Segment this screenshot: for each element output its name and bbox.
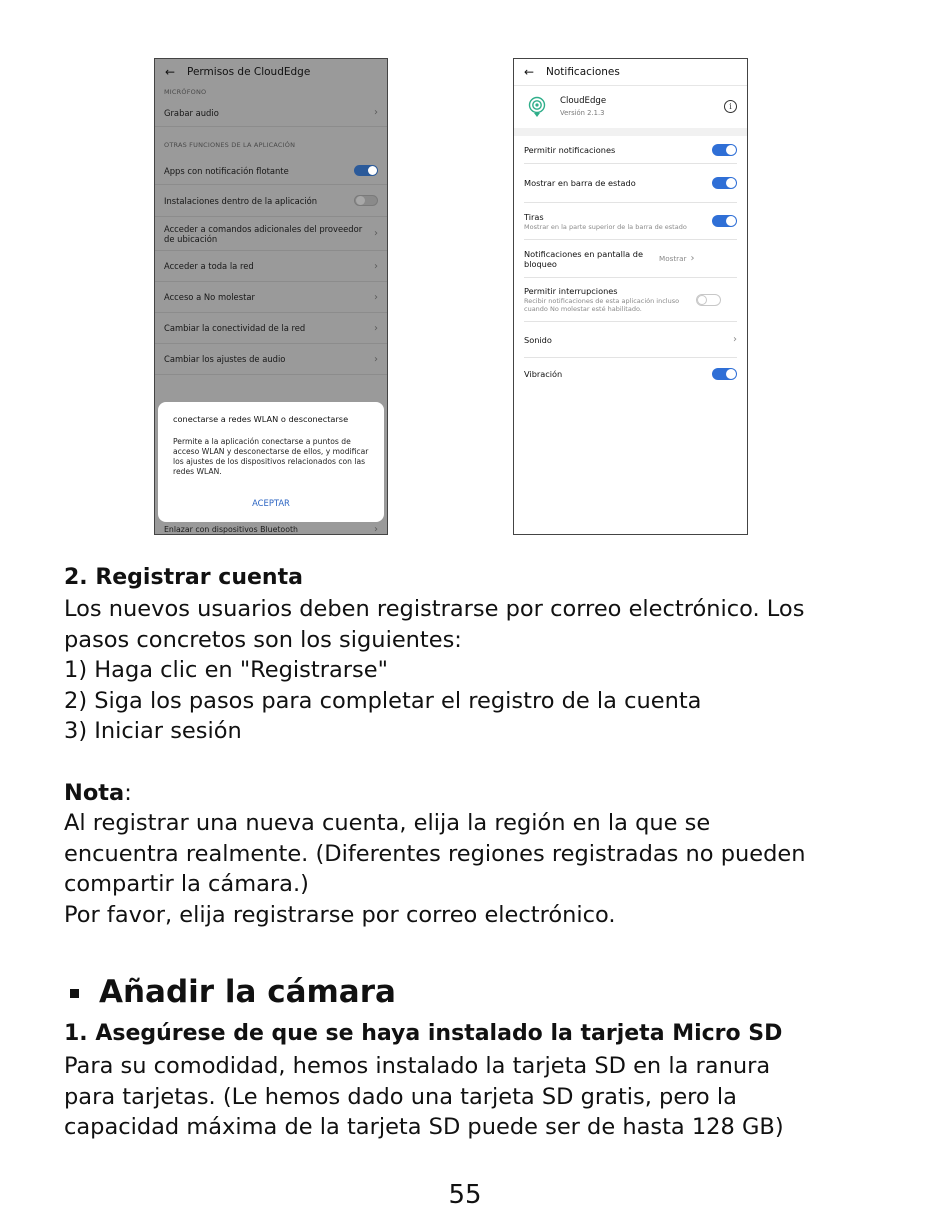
step-1: 1) Haga clic en "Registrarse" <box>64 657 388 683</box>
setting-label: Sonido <box>524 334 552 345</box>
permissions-title: Permisos de CloudEdge <box>187 66 311 78</box>
permission-item-label: Cambiar los ajustes de audio <box>164 354 286 364</box>
note-line: Por favor, elija registrarse por correo electrónico. <box>64 902 616 928</box>
setting-lock-screen-notifications[interactable] <box>524 240 737 278</box>
permission-item-label: Cambiar la conectividad de la red <box>164 323 306 333</box>
accept-button[interactable]: ACEPTAR <box>252 498 290 508</box>
setting-allow-interruptions[interactable] <box>524 278 737 322</box>
chevron-right-icon: › <box>374 523 378 535</box>
page-number: 55 <box>448 1180 482 1210</box>
app-name: CloudEdge <box>560 96 607 106</box>
toggle-switch-on[interactable] <box>712 177 737 189</box>
permission-dialog <box>158 402 384 522</box>
permission-item-label: Acceder a toda la red <box>164 261 254 271</box>
step-2: 2) Siga los pasos para completar el registro de la cuenta <box>64 688 702 714</box>
setting-description: Recibir notificaciones de esta aplicación incluso cuando No molestar esté habilitado. <box>524 297 680 313</box>
add-camera-heading-text: Añadir la cámara <box>99 974 396 1010</box>
toggle-switch-on[interactable] <box>712 144 737 156</box>
back-arrow-icon[interactable]: ← <box>165 65 176 79</box>
permission-item-bluetooth[interactable] <box>155 522 387 535</box>
permission-item-label: Enlazar con dispositivos Bluetooth <box>164 524 298 534</box>
setting-label: Permitir interrupciones <box>524 286 618 296</box>
chevron-right-icon: › <box>374 291 378 303</box>
notifications-screenshot <box>513 58 748 535</box>
permission-item-label: Apps con notificación flotante <box>164 165 289 176</box>
chevron-right-icon: › <box>690 253 695 264</box>
toggle-switch-on[interactable] <box>354 165 378 176</box>
permission-item-label: Grabar audio <box>164 107 219 118</box>
toggle-switch-on[interactable] <box>712 215 737 227</box>
note-heading <box>64 778 132 809</box>
chevron-right-icon: › <box>374 322 378 334</box>
setting-label: Tiras <box>524 211 544 222</box>
permission-item-audio-settings[interactable] <box>155 344 387 375</box>
setting-value: Mostrar <box>659 254 687 263</box>
app-info-row <box>514 86 747 128</box>
step-3: 3) Iniciar sesión <box>64 718 242 744</box>
app-version: Versión 2.1.3 <box>560 109 605 117</box>
permission-item-label: Acceso a No molestar <box>164 292 255 302</box>
section-register-account-title: 2. Registrar cuenta <box>64 565 303 590</box>
back-arrow-icon[interactable]: ← <box>524 65 535 79</box>
setting-banners[interactable] <box>524 203 737 240</box>
notifications-title: Notificaciones <box>546 66 620 78</box>
add-camera-heading <box>70 974 396 1010</box>
permission-item-location-commands[interactable] <box>155 217 387 251</box>
note-colon: : <box>124 780 132 806</box>
dialog-title: conectarse a redes WLAN o desconectarse <box>173 414 349 424</box>
paragraph-line: capacidad máxima de la tarjeta SD puede ser de hasta 128 GB) <box>64 1114 784 1140</box>
section-sd-card-title: 1. Asegúrese de que se haya instalado la tarjeta Micro SD <box>64 1021 783 1046</box>
bullet-square-icon <box>70 989 79 998</box>
paragraph-line: Para su comodidad, hemos instalado la tarjeta SD en la ranura <box>64 1053 771 1079</box>
toggle-switch-off[interactable] <box>354 195 378 206</box>
setting-label: Permitir notificaciones <box>524 144 616 155</box>
paragraph-line: para tarjetas. (Le hemos dado una tarjeta SD gratis, pero la <box>64 1084 737 1110</box>
chevron-right-icon: › <box>733 334 737 345</box>
chevron-right-icon: › <box>374 260 378 272</box>
dialog-body: Permite a la aplicación conectarse a puntos de acceso WLAN y desconectarse de ellos, y modificar los ajustes de los dispositivos relacionados con las redes WLAN. <box>173 437 369 476</box>
permissions-header <box>155 59 387 85</box>
permission-item-network-connectivity[interactable] <box>155 313 387 344</box>
setting-sound[interactable] <box>524 322 737 358</box>
paragraph-line: pasos concretos son los siguientes: <box>64 627 462 653</box>
permission-item-in-app-installs[interactable] <box>155 185 387 217</box>
chevron-right-icon: › <box>374 228 378 239</box>
note-line: compartir la cámara.) <box>64 871 309 897</box>
permission-item-do-not-disturb[interactable] <box>155 282 387 313</box>
toggle-switch-off[interactable] <box>696 294 721 306</box>
section-divider <box>514 128 747 136</box>
note-line: Al registrar una nueva cuenta, elija la región en la que se <box>64 810 711 836</box>
permission-item-label: Instalaciones dentro de la aplicación <box>164 195 318 206</box>
section-microphone: MICRÓFONO <box>164 88 207 96</box>
info-icon[interactable]: i <box>724 100 737 113</box>
chevron-right-icon: › <box>374 107 378 118</box>
setting-label: Mostrar en barra de estado <box>524 178 636 188</box>
setting-label: Vibración <box>524 369 563 379</box>
section-other-functions: OTRAS FUNCIONES DE LA APLICACIÓN <box>164 141 296 149</box>
setting-description: Mostrar en la parte superior de la barra de estado <box>524 222 687 231</box>
setting-vibration[interactable] <box>524 358 737 390</box>
notifications-header <box>514 59 747 86</box>
permissions-screenshot <box>154 58 388 535</box>
toggle-switch-on[interactable] <box>712 368 737 380</box>
permission-item-label: Acceder a comandos adicionales del proveedor de ubicación <box>164 223 363 244</box>
cloudedge-app-icon <box>528 96 546 118</box>
setting-allow-notifications[interactable] <box>524 136 737 164</box>
permission-item-full-network[interactable] <box>155 251 387 282</box>
note-line: encuentra realmente. (Diferentes regiones registradas no pueden <box>64 841 806 867</box>
permission-item-floating-notifications[interactable] <box>155 157 387 185</box>
setting-label: Notificaciones en pantalla de bloqueo <box>524 248 644 269</box>
chevron-right-icon: › <box>374 353 378 365</box>
paragraph-line: Los nuevos usuarios deben registrarse por correo electrónico. Los <box>64 596 805 622</box>
permission-item-record-audio[interactable] <box>155 99 387 127</box>
note-label: Nota <box>64 780 125 806</box>
setting-status-bar[interactable] <box>524 164 737 203</box>
